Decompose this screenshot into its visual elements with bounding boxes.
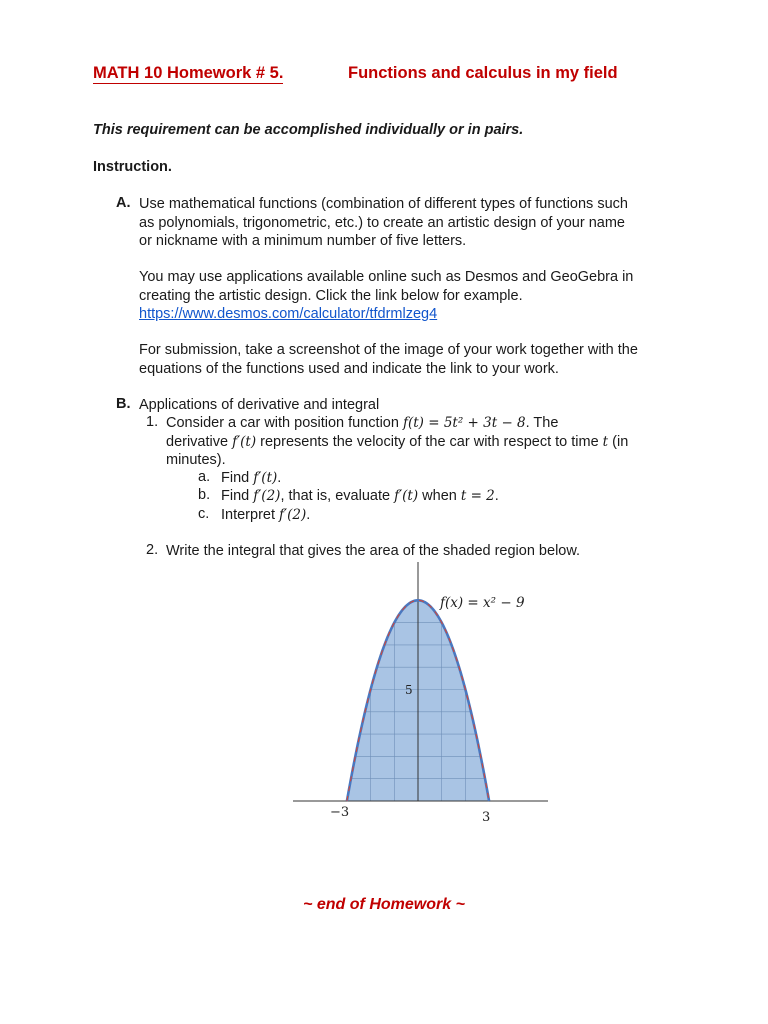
section-a-para3 xyxy=(139,341,638,378)
item1b-text: Find f′(2), that is, evaluate f′(t) when t = 2. xyxy=(221,488,499,504)
item2-number: 2. xyxy=(146,542,159,558)
item1-line1: Consider a car with position function f(t) = 5t² + 3t − 8. The xyxy=(166,415,559,431)
section-a-para1 xyxy=(139,195,628,251)
section-a-para1-line3: or nickname with a minimum number of five letters. xyxy=(139,233,467,249)
position-function: f(t) = 5t² + 3t − 8 xyxy=(402,415,526,431)
section-a-para3-line2: equations of the functions used and indicate the link to your work. xyxy=(139,360,559,377)
desmos-example-link[interactable]: https://www.desmos.com/calculator/tfdrmlzeg4 xyxy=(139,306,438,322)
item2-text: Write the integral that gives the area of the shaded region below. xyxy=(166,543,581,559)
shaded-area-graph xyxy=(0,558,768,838)
item1c-text: Interpret f′(2). xyxy=(221,507,311,523)
section-b-heading: Applications of derivative and integral xyxy=(139,397,380,413)
x-tick-label-neg3: −3 xyxy=(330,805,350,820)
function-label: f(x) = x² − 9 xyxy=(440,595,525,611)
homework-title: MATH 10 Homework # 5. xyxy=(93,64,284,82)
section-a-para1-line1: Use mathematical functions (combination of different types of functions such xyxy=(139,196,628,212)
section-a-para3-line1: For submission, take a screenshot of the image of your work together with the xyxy=(139,342,638,358)
item1b-marker: b. xyxy=(198,487,211,503)
end-of-homework: ~ end of Homework ~ xyxy=(303,896,465,913)
section-a-para1-line2: as polynomials, trigonometric, etc.) to create an artistic design of your name xyxy=(139,214,625,231)
section-a-marker: A. xyxy=(116,195,131,211)
title-row xyxy=(93,64,618,84)
item1-line3: minutes). xyxy=(166,452,226,468)
homework-subtitle: Functions and calculus in my field xyxy=(348,64,618,82)
y-tick-label-5: 5 xyxy=(405,683,413,697)
section-a-para2-line2: creating the artistic design. Click the link below for example. xyxy=(139,287,523,304)
instruction-heading: Instruction. xyxy=(93,159,172,175)
item1-line2: derivative f′(t) represents the velocity of the car with respect to time t (in xyxy=(166,433,629,450)
pair-note: This requirement can be accomplished individually or in pairs. xyxy=(93,122,524,138)
section-a-para2-line1: You may use applications available online such as Desmos and GeoGebra in xyxy=(139,269,634,285)
item1-number: 1. xyxy=(146,414,159,430)
section-a-para2 xyxy=(139,268,633,324)
item1-text xyxy=(166,414,628,470)
item1c-marker: c. xyxy=(198,506,210,522)
section-b-marker: B. xyxy=(116,396,131,412)
item1a-text: Find f′(t). xyxy=(221,470,282,486)
item1a-marker: a. xyxy=(198,469,211,485)
x-tick-label-3: 3 xyxy=(482,810,491,825)
